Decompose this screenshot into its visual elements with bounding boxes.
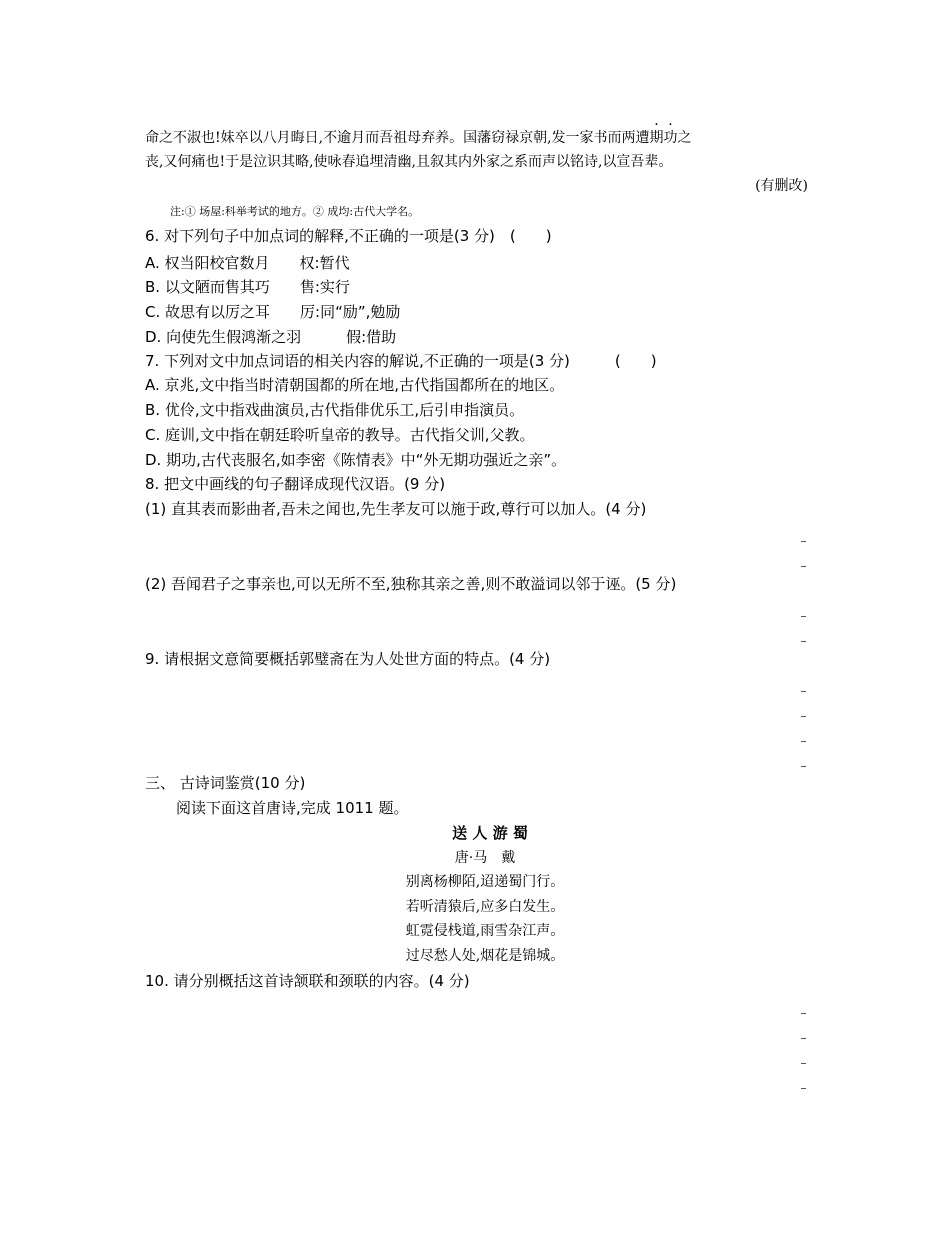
answer-line[interactable]	[801, 741, 806, 742]
q9-stem: 9. 请根据文意简要概括郭璧斋在为人处世方面的特点。(4 分)	[145, 650, 551, 668]
q8-stem: 8. 把文中画线的句子翻译成现代汉语。(9 分)	[145, 475, 446, 493]
answer-line[interactable]	[801, 541, 806, 542]
q7-stem: 7. 下列对文中加点词语的相关内容的解说,不正确的一项是(3 分) ( )	[145, 352, 657, 370]
passage-source: (有删改)	[755, 178, 808, 194]
q10-stem: 10. 请分别概括这首诗颔联和颈联的内容。(4 分)	[145, 972, 470, 990]
q7-option-d: D. 期功,古代丧服名,如李密《陈情表》中“外无期功强近之亲”。	[145, 451, 567, 469]
poem-line: 若听清猿后,应多白发生。	[405, 899, 565, 915]
answer-line[interactable]	[801, 766, 806, 767]
q7-option-b: B. 优伶,文中指戏曲演员,古代指俳优乐工,后引申指演员。	[145, 401, 525, 419]
q8-sentence-1: (1) 直其表而影曲者,吾未之闻也,先生孝友可以施于政,尊行可以加人。(4 分)	[145, 500, 647, 518]
answer-line[interactable]	[801, 1038, 806, 1039]
passage-line-2: 丧,又何痛也!于是泣识其略,使咏春追埋清幽,且叙其内外家之系而声以铭诗,以宣吾辈。	[145, 154, 673, 170]
passage-line-1: 命之不淑也!妹卒以八月晦日,不逾月而吾祖母弃养。国藩窃禄京朝,发一家书而两遭期功之	[145, 130, 692, 146]
section-3-title: 三、 古诗词鉴赏(10 分)	[145, 774, 306, 792]
answer-line[interactable]	[801, 1013, 806, 1014]
poem-line: 虹霓侵栈道,雨雪杂江声。	[405, 923, 565, 939]
q7-option-a: A. 京兆,文中指当时清朝国都的所在地,古代指国都所在的地区。	[145, 376, 565, 394]
answer-line[interactable]	[801, 641, 806, 642]
dotted-char-gong: 功	[663, 130, 678, 146]
answer-line[interactable]	[801, 691, 806, 692]
section-3-intro: 阅读下面这首唐诗,完成 1011 题。	[176, 799, 409, 817]
q7-option-c: C. 庭训,文中指在朝廷聆听皇帝的教导。古代指父训,父教。	[145, 426, 535, 444]
answer-line[interactable]	[801, 1063, 806, 1064]
q6-option-b: B. 以文陋而售其巧 售:实行	[145, 278, 350, 296]
poem-title: 送 人 游 蜀	[452, 824, 528, 842]
answer-line[interactable]	[801, 716, 806, 717]
q6-option-d: D. 向使先生假鸿渐之羽 假:借助	[145, 328, 397, 346]
q8-sentence-2: (2) 吾闻君子之事亲也,可以无所不至,独称其亲之善,则不敢溢词以邻于诬。(5 分)	[145, 575, 677, 593]
passage-note: 注:① 场屋:科举考试的地方。② 成均:古代大学名。	[170, 205, 420, 218]
answer-line[interactable]	[801, 566, 806, 567]
poem-author: 唐·马 戴	[454, 850, 516, 866]
poem-line: 过尽愁人处,烟花是锦城。	[405, 948, 565, 964]
poem-line: 别离杨柳陌,迢递蜀门行。	[405, 874, 565, 890]
dotted-char-qi: 期	[649, 130, 664, 146]
answer-line[interactable]	[801, 616, 806, 617]
q6-option-a: A. 权当阳校官数月 权:暂代	[145, 254, 350, 272]
q6-option-c: C. 故思有以厉之耳 厉:同“励”,勉励	[145, 303, 401, 321]
q6-stem: 6. 对下列句子中加点词的解释,不正确的一项是(3 分) ( )	[145, 227, 552, 245]
answer-line[interactable]	[801, 1088, 806, 1089]
